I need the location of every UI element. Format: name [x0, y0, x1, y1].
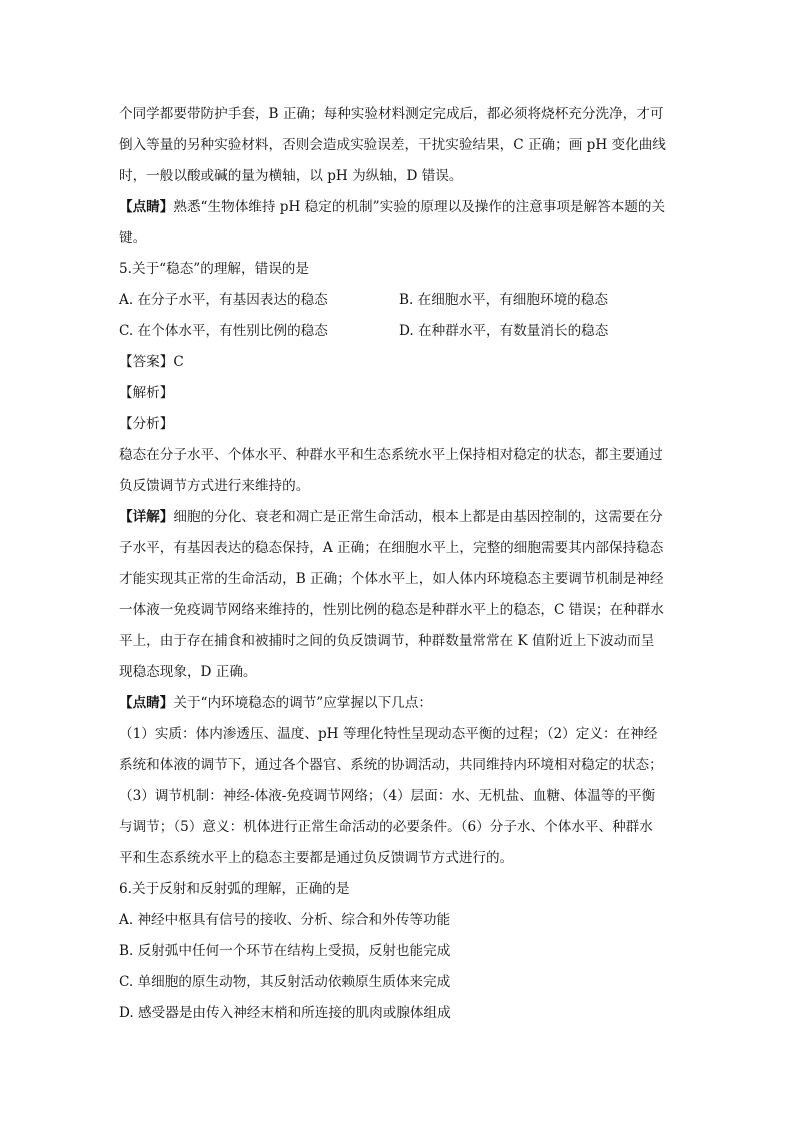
option-b: B. 反射弧中任何一个环节在结构上受损，反射也能完成	[119, 943, 451, 959]
analysis-heading: 【解析】	[119, 385, 174, 401]
tip-tag: 【点睛】	[119, 199, 174, 215]
tip-text: 关于“内环境稳态的调节”应掌握以下几点：	[173, 695, 432, 711]
text-line: （1）实质：体内渗透压、温度、pH 等理化特性呈现动态平衡的过程；（2）定义：在神经	[119, 726, 658, 742]
text-line: 与调节；（5）意义：机体进行正常生命活动的必要条件。（6）分子水、个体水平、种群水	[119, 819, 653, 835]
text-line: 键。	[119, 230, 147, 246]
detail-text: 细胞的分化、衰老和凋亡是正常生命活动，根本上都是由基因控制的，这需要在分	[173, 509, 663, 525]
text-line: 稳态在分子水平、个体水平、种群水平和生态系统水平上保持相对稳定的状态，都主要通过	[119, 447, 663, 463]
question-5-options-row-2	[119, 316, 679, 347]
text-line: 倒入等量的另种实验材料，否则会造成实验误差，干扰实验结果，C 正确；画 pH 变化曲线	[119, 137, 666, 153]
text-line: 现稳态现象，D 正确。	[119, 664, 257, 680]
option-c: C. 单细胞的原生动物，其反射活动依赖原生质体来完成	[119, 974, 451, 990]
tip-paragraph	[119, 688, 679, 719]
question-6-stem: 6.关于反射和反射弧的理解，正确的是	[119, 881, 350, 897]
text-line: 才能实现其正常的生命活动，B 正确；个体水平上，如人体内环境稳态主要调节机制是神经	[119, 571, 664, 587]
document-page	[119, 99, 679, 1029]
question-5-options-row-1	[119, 285, 679, 316]
tip-tag: 【点睛】	[119, 695, 174, 711]
text-line: （3）调节机制：神经-体液-免疫调节网络；（4）层面：水、无机盐、血糖、体温等的平衡	[119, 788, 656, 804]
tip-paragraph	[119, 192, 679, 223]
text-line: 子水平，有基因表达的稳态保持，A 正确；在细胞水平上，完整的细胞需要其内部保持稳态	[119, 540, 664, 556]
detail-paragraph	[119, 502, 679, 533]
question-5-stem: 5.关于“稳态”的理解，错误的是	[119, 261, 309, 277]
text-line: 个同学都要带防护手套，B 正确；每种实验材料测定完成后，都必须将烧杯充分洗净，才可	[119, 106, 664, 122]
text-line: 平和生态系统水平上的稳态主要都是通过负反馈调节方式进行的。	[119, 850, 514, 866]
option-a: A. 在分子水平，有基因表达的稳态	[119, 292, 328, 308]
text-line: 负反馈调节方式进行来维持的。	[119, 478, 310, 494]
option-d: D. 在种群水平，有数量消长的稳态	[399, 323, 609, 339]
option-d: D. 感受器是由传入神经末梢和所连接的肌肉或腺体组成	[119, 1005, 451, 1021]
answer-line: 【答案】C	[119, 354, 184, 370]
text-line: 一体液一免疫调节网络来维持的，性别比例的稳态是种群水平上的稳态，C 错误；在种群水	[119, 602, 664, 618]
tip-text: 熟悉“生物体维持 pH 稳定的机制”实验的原理以及操作的注意事项是解答本题的关	[173, 199, 666, 215]
option-a: A. 神经中枢具有信号的接收、分析、综合和外传等功能	[119, 912, 451, 928]
fenxi-heading: 【分析】	[119, 416, 174, 432]
option-b: B. 在细胞水平，有细胞环境的稳态	[399, 292, 608, 308]
option-c: C. 在个体水平，有性别比例的稳态	[119, 323, 328, 339]
text-line: 系统和体液的调节下，通过各个器官、系统的协调活动，共同维持内环境相对稳定的状态；	[119, 757, 663, 773]
text-line: 时，一般以酸或碱的量为横轴，以 pH 为纵轴，D 错误。	[119, 168, 463, 184]
detail-tag: 【详解】	[119, 509, 174, 525]
text-line: 平上，由于存在捕食和被捕时之间的负反馈调节，种群数量常常在 K 值附近上下波动而呈	[119, 633, 655, 649]
